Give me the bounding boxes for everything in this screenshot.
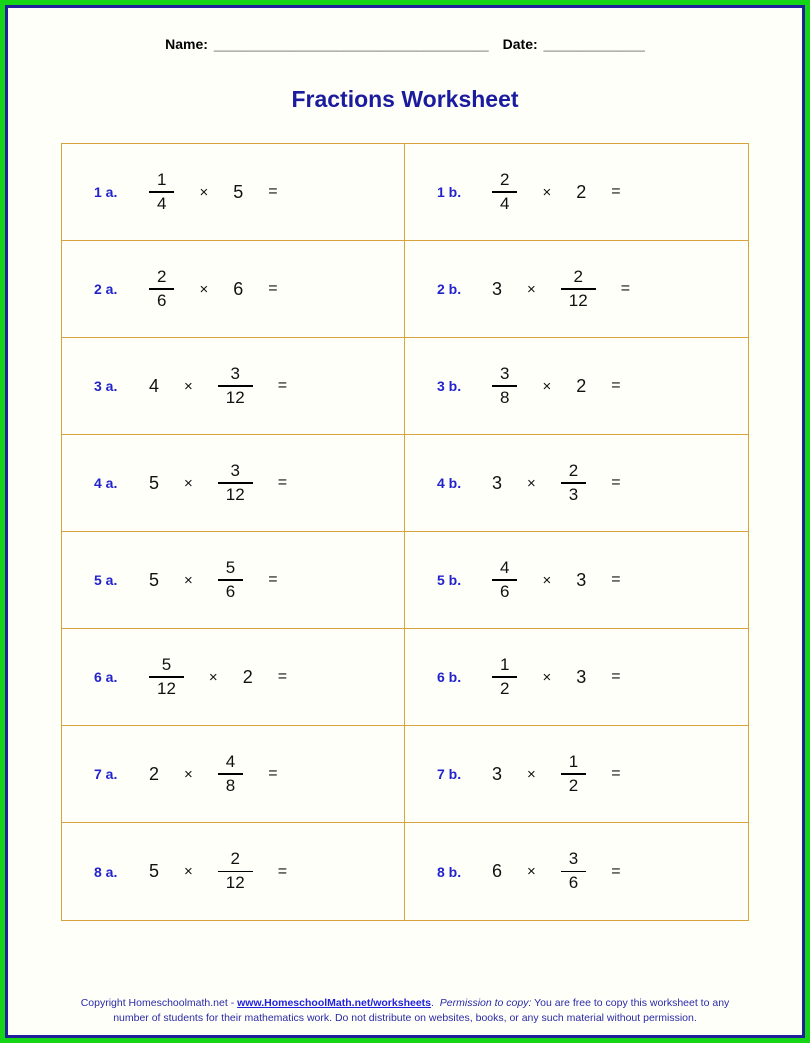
fraction-2a (149, 268, 174, 311)
problem-label: 7 a. (94, 766, 118, 782)
problem-cell-1a (62, 144, 405, 241)
fraction-numerator: 5 (161, 654, 172, 674)
fraction-denominator: 12 (225, 387, 245, 407)
fraction-bar (492, 191, 517, 193)
fraction-numerator: 1 (500, 654, 510, 674)
multiply-sign: × (199, 183, 209, 201)
fraction-numerator: 3 (230, 460, 240, 480)
multiply-sign: × (184, 474, 193, 492)
multiply-sign: × (199, 280, 209, 298)
fraction-1a (149, 171, 174, 214)
fraction-bar (561, 288, 596, 290)
worksheet-page (5, 5, 805, 1038)
multiply-sign: × (542, 377, 552, 395)
problem-label: 7 b. (437, 766, 462, 782)
whole-number: 4 (149, 375, 160, 396)
problem-cell-7a (62, 726, 405, 823)
equals-sign: = (611, 183, 621, 200)
whole-number: 2 (242, 666, 253, 687)
problem-cell-5b (405, 532, 748, 629)
footer-line2: number of students for their mathematics work. Do not distribute on websites, books, or any such material without permission. (113, 1012, 697, 1025)
equals-sign: = (277, 474, 288, 491)
fraction-denominator: 6 (157, 290, 167, 310)
multiply-sign: × (542, 183, 552, 201)
problem-cell-7b (405, 726, 748, 823)
fraction-denominator: 6 (568, 873, 579, 893)
multiply-sign: × (527, 474, 536, 492)
whole-number: 3 (576, 666, 587, 687)
whole-number: 2 (576, 181, 587, 202)
fraction-5b (492, 559, 517, 602)
problem-cell-8a (62, 823, 405, 920)
fraction-4a (218, 462, 253, 505)
problem-cell-4b (405, 435, 748, 532)
multiply-sign: × (184, 863, 193, 880)
fraction-denominator: 3 (568, 484, 579, 504)
equals-sign: = (268, 765, 278, 782)
fraction-7a (218, 753, 243, 796)
equals-sign: = (277, 862, 288, 880)
fraction-denominator: 8 (500, 387, 510, 407)
fraction-denominator: 4 (500, 193, 510, 213)
problem-label: 1 a. (94, 184, 118, 200)
multiply-sign: × (542, 571, 552, 589)
fraction-6a (149, 656, 184, 699)
worksheets-link[interactable]: www.HomeschoolMath.net/worksheets (237, 996, 432, 1009)
whole-number: 2 (576, 375, 587, 396)
name-label: Name: (165, 36, 208, 52)
fraction-numerator: 2 (500, 169, 510, 189)
fraction-bar (561, 773, 586, 775)
problem-label: 6 a. (94, 669, 118, 685)
problem-cell-4a (62, 435, 405, 532)
fraction-bar (149, 288, 174, 290)
multiply-sign: × (184, 571, 193, 589)
fraction-denominator: 12 (225, 873, 245, 893)
problem-cell-6a (62, 629, 405, 726)
fraction-denominator: 2 (568, 775, 579, 795)
equals-sign: = (611, 765, 621, 782)
whole-number: 5 (149, 569, 160, 590)
problem-label: 8 b. (437, 863, 462, 880)
problem-label: 4 b. (437, 475, 462, 491)
permission-label: Permission to copy: (439, 996, 532, 1009)
whole-number: 3 (576, 569, 587, 590)
fraction-bar (492, 385, 517, 387)
equals-sign: = (611, 474, 621, 491)
fraction-bar (218, 871, 253, 873)
whole-number: 6 (492, 861, 503, 881)
multiply-sign: × (542, 668, 552, 686)
fraction-bar (218, 482, 253, 484)
whole-number: 3 (492, 278, 503, 299)
problem-label: 5 a. (94, 572, 118, 588)
fraction-denominator: 12 (568, 290, 588, 310)
fraction-numerator: 1 (568, 751, 579, 771)
name-date-row (8, 36, 802, 52)
multiply-sign: × (527, 280, 536, 298)
fraction-3b (492, 365, 517, 408)
problem-label: 3 b. (437, 378, 462, 394)
fraction-numerator: 3 (500, 363, 510, 383)
fraction-numerator: 4 (225, 751, 236, 771)
whole-number: 5 (233, 181, 244, 202)
fraction-denominator: 2 (500, 678, 510, 698)
fraction-numerator: 2 (157, 266, 167, 286)
footer (8, 996, 802, 1028)
fraction-8b (561, 850, 586, 893)
fraction-bar (218, 579, 243, 581)
fraction-1b (492, 171, 517, 214)
fraction-3a (218, 365, 253, 408)
problem-cell-5a (62, 532, 405, 629)
fraction-bar (218, 385, 253, 387)
page-title: Fractions Worksheet (291, 86, 519, 112)
equals-sign: = (277, 668, 288, 685)
multiply-sign: × (527, 863, 536, 880)
problem-cell-3b (405, 338, 748, 435)
problem-label: 4 a. (94, 475, 118, 491)
fraction-5a (218, 559, 243, 602)
problem-cell-6b (405, 629, 748, 726)
whole-number: 3 (492, 763, 503, 784)
whole-number: 5 (149, 861, 160, 881)
fraction-2b (561, 268, 596, 311)
equals-sign: = (620, 280, 631, 297)
problem-cell-2a (62, 241, 405, 338)
problem-cell-1b (405, 144, 748, 241)
fraction-numerator: 5 (225, 557, 236, 577)
fraction-numerator: 3 (230, 363, 240, 383)
fraction-numerator: 3 (568, 849, 579, 869)
fraction-numerator: 1 (157, 169, 167, 189)
fraction-denominator: 8 (225, 775, 236, 795)
fraction-bar (149, 676, 184, 678)
problem-label: 5 b. (437, 572, 462, 588)
problem-cell-3a (62, 338, 405, 435)
whole-number: 2 (149, 763, 160, 784)
equals-sign: = (611, 377, 621, 394)
footer-line1-suffix: You are free to copy this worksheet to any (534, 996, 730, 1009)
fraction-numerator: 2 (230, 849, 240, 869)
fraction-numerator: 4 (500, 557, 510, 577)
date-blank-line: ______________ (543, 37, 645, 52)
equals-sign: = (268, 280, 278, 297)
after-link-text: . (431, 996, 434, 1009)
fraction-bar (492, 676, 517, 678)
equals-sign: = (611, 668, 621, 685)
multiply-sign: × (527, 765, 536, 783)
problem-label: 8 a. (94, 863, 118, 880)
fraction-denominator: 12 (157, 678, 176, 698)
fraction-denominator: 4 (157, 193, 167, 213)
multiply-sign: × (208, 668, 218, 686)
fraction-denominator: 6 (225, 581, 236, 601)
equals-sign: = (277, 377, 288, 394)
fraction-numerator: 2 (573, 266, 583, 286)
date-label: Date: (502, 36, 538, 52)
fraction-numerator: 2 (568, 460, 579, 480)
fraction-4b (561, 462, 586, 505)
problem-cell-8b (405, 823, 748, 920)
fraction-6b (492, 656, 517, 699)
whole-number: 3 (492, 472, 503, 493)
equals-sign: = (611, 571, 621, 588)
problems-table (61, 143, 749, 921)
equals-sign: = (611, 862, 621, 880)
problem-label: 3 a. (94, 378, 118, 394)
fraction-bar (149, 191, 174, 193)
multiply-sign: × (184, 377, 193, 395)
fraction-8a (218, 850, 253, 893)
equals-sign: = (268, 571, 278, 588)
copyright-text: Copyright Homeschoolmath.net - (80, 996, 238, 1009)
whole-number: 6 (233, 278, 244, 299)
problem-label: 6 b. (437, 669, 462, 685)
fraction-bar (561, 482, 586, 484)
fraction-denominator: 12 (225, 484, 245, 504)
fraction-bar (218, 773, 243, 775)
problem-label: 2 a. (94, 281, 118, 297)
fraction-7b (561, 753, 586, 796)
problem-cell-2b (405, 241, 748, 338)
multiply-sign: × (184, 765, 193, 783)
whole-number: 5 (149, 472, 160, 493)
equals-sign: = (268, 183, 278, 200)
fraction-bar (492, 579, 517, 581)
fraction-bar (561, 871, 586, 873)
fraction-denominator: 6 (500, 581, 510, 601)
name-blank-line: ______________________________________ (213, 37, 489, 52)
problem-label: 2 b. (437, 281, 462, 297)
problem-label: 1 b. (437, 184, 462, 200)
